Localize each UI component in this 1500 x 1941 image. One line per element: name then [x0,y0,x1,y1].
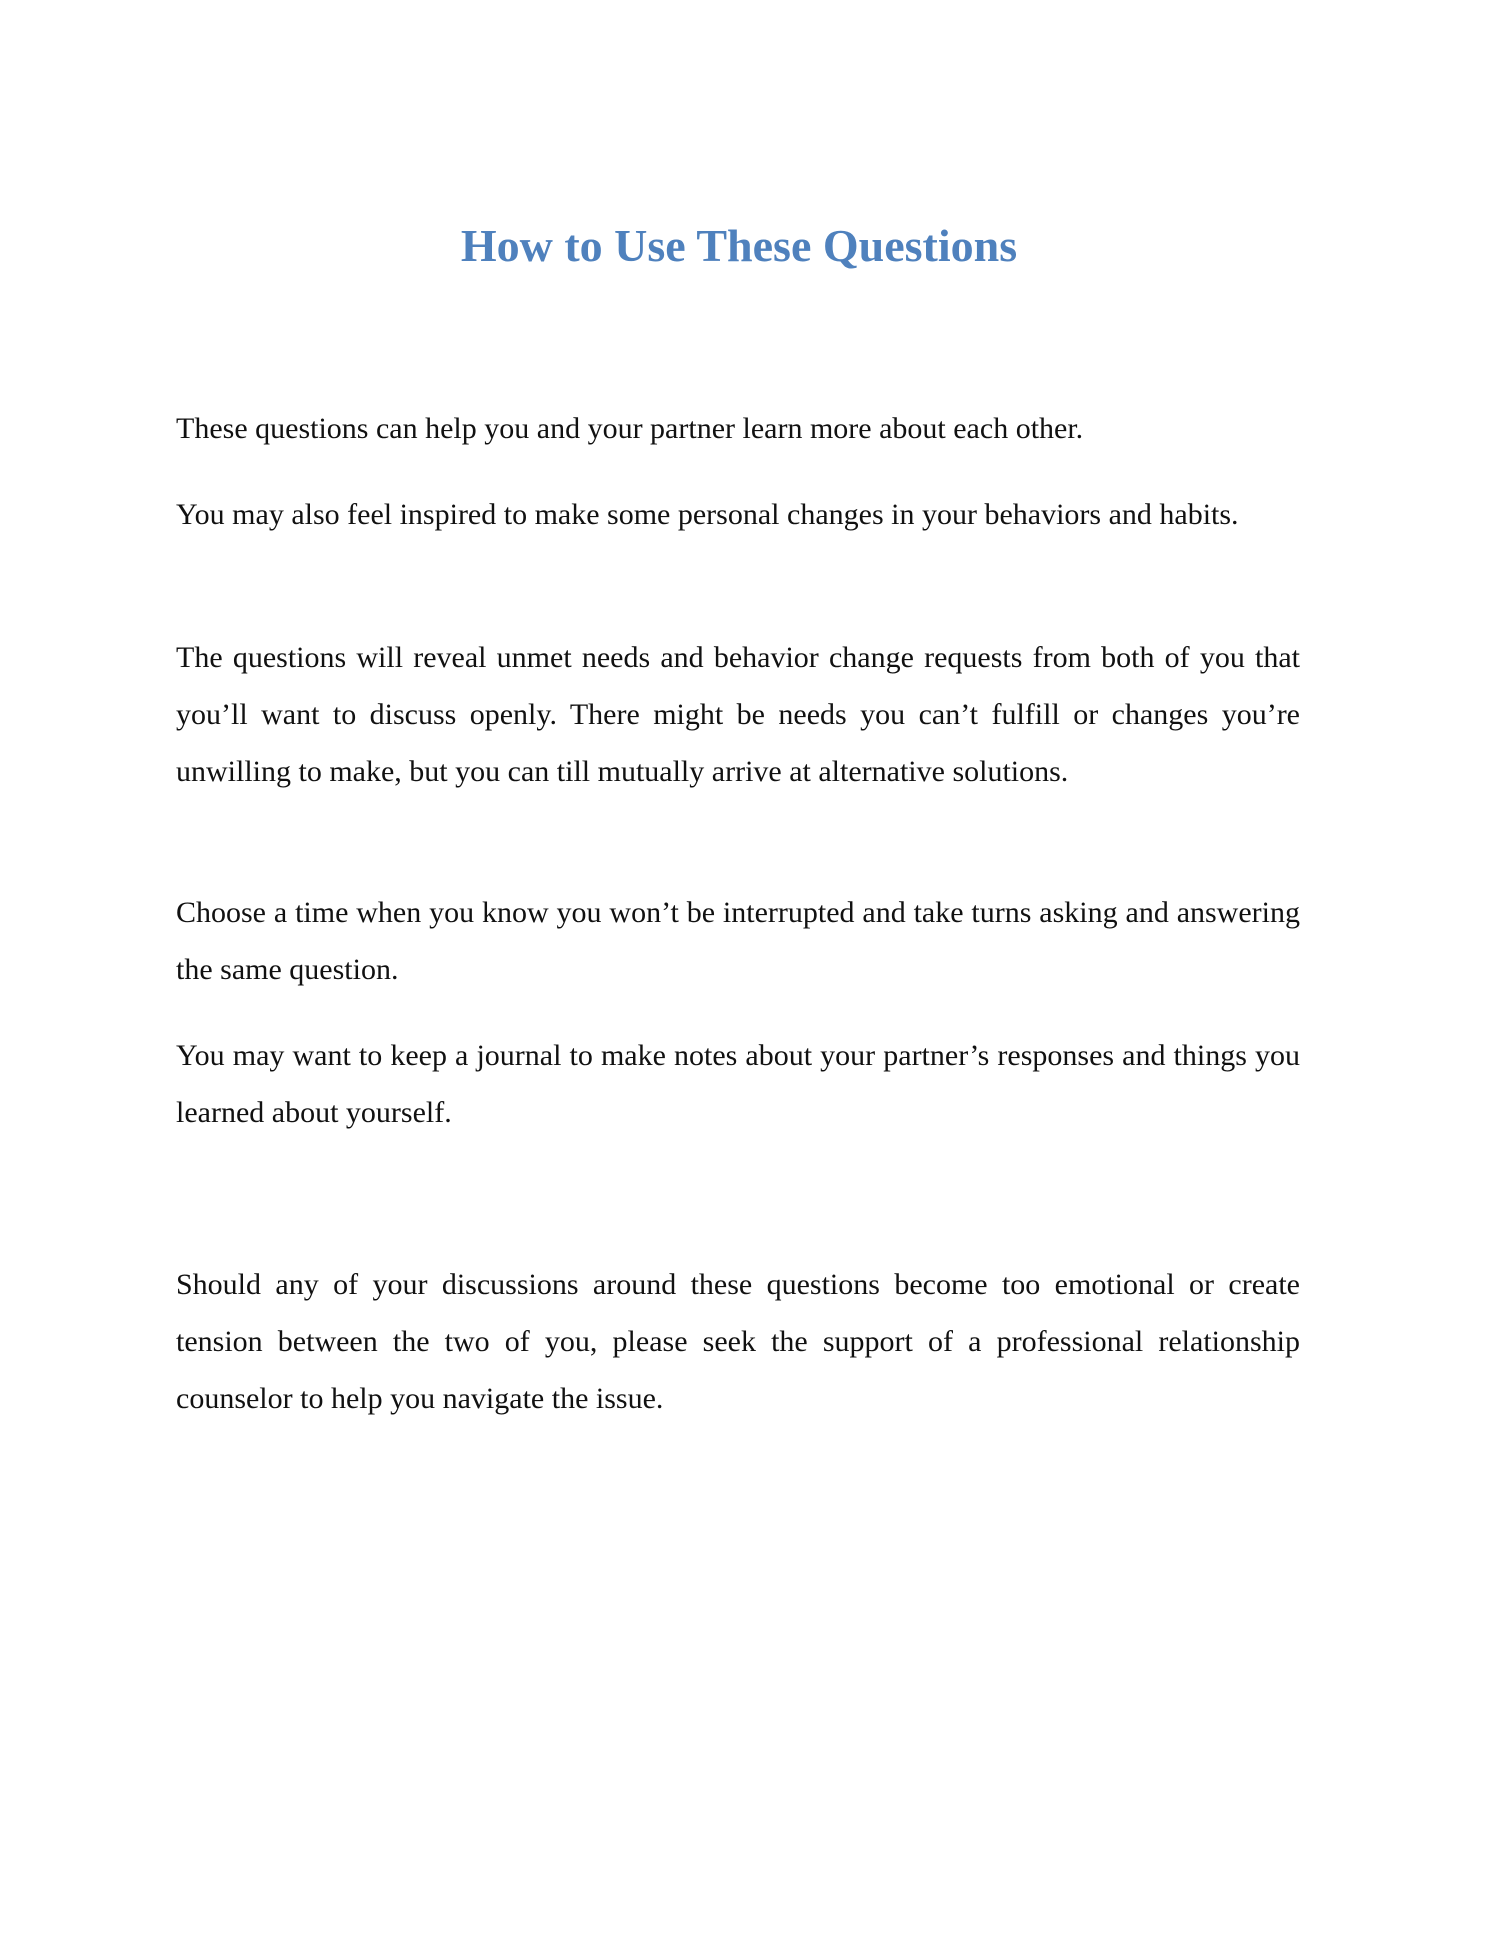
page-title: How to Use These Questions [460,220,1018,271]
paragraph-unmet-needs: The questions will reveal unmet needs and behavior change requests from both of you that you’ll want to discuss openly. There might be needs you can’t fulfill or changes you’re unwilling to make, but you can till mutually arrive at alternative solutions. [176,641,1300,788]
paragraph-counselor: Should any of your discussions around these questions become too emotional or create tension between the two of you, please seek the support of a professional relationship counselor to help you navigate the issue. [176,1268,1300,1415]
paragraph-personal-changes: You may also feel inspired to make some personal changes in your behaviors and habits. [176,498,1239,531]
paragraph-intro: These questions can help you and your partner learn more about each other. [176,412,1084,445]
paragraph-choose-time: Choose a time when you know you won’t be interrupted and take turns asking and answering the same question. [176,896,1300,986]
paragraph-journal: You may want to keep a journal to make notes about your partner’s responses and things you learned about yourself. [176,1039,1300,1129]
